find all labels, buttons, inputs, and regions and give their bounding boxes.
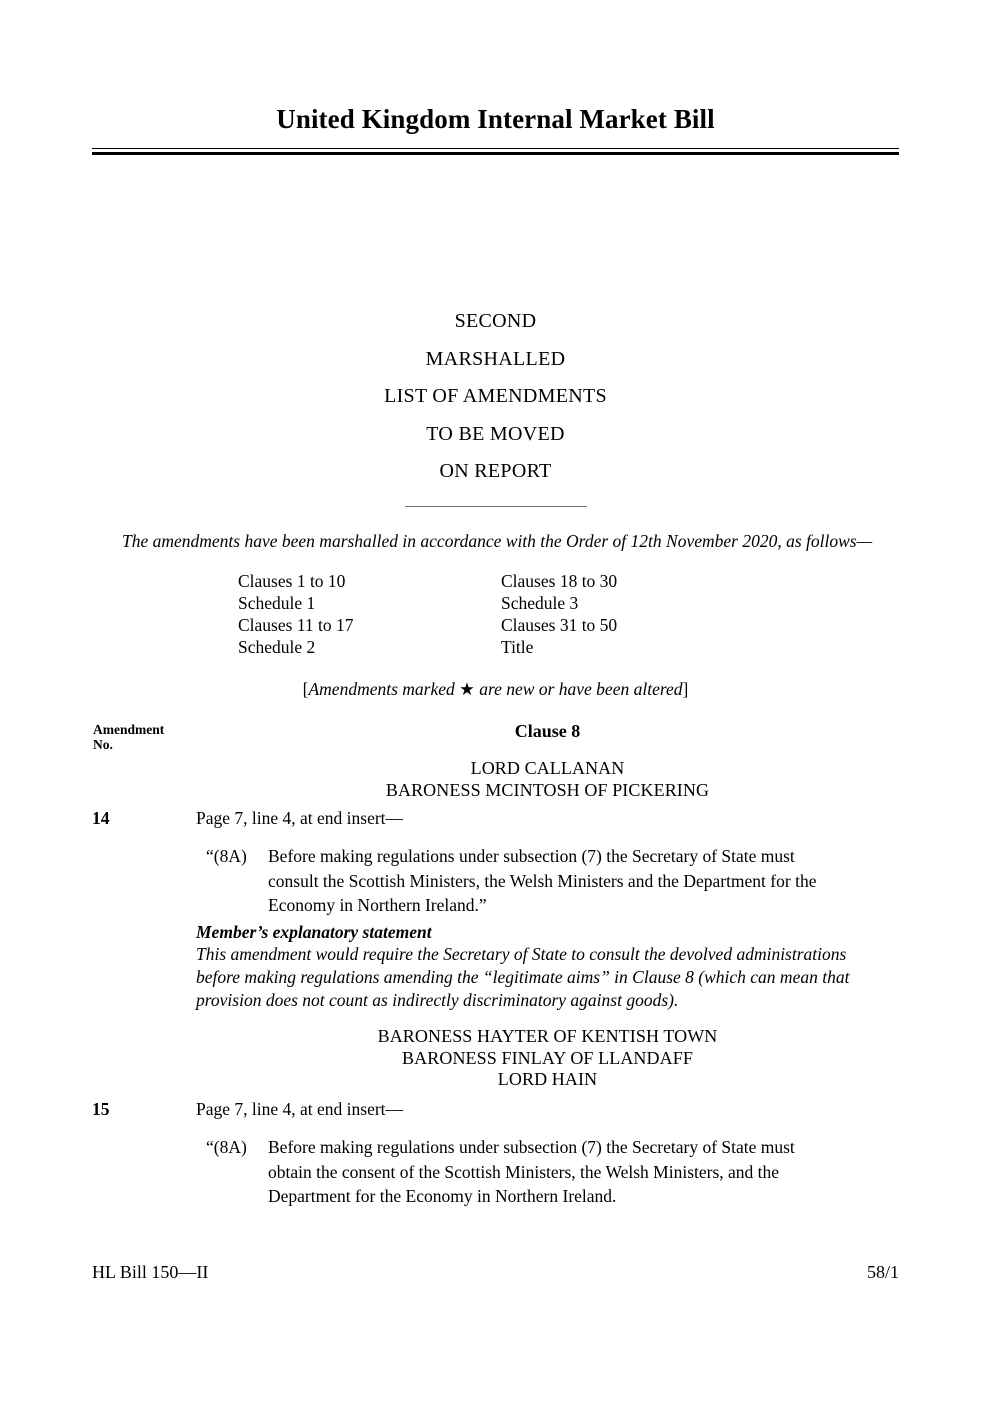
clause-list-item: Clauses 11 to 17 [238,615,354,635]
clause-list-item: Clauses 18 to 30 [501,571,618,591]
amendment-quoted-text [206,1135,899,1209]
star-note-close-bracket: ] [682,679,689,699]
amendment-no-label-line1: Amendment [93,722,165,737]
clause-list-right-column [501,570,764,658]
quote-subsection-label: “(8A) [206,1137,247,1157]
sponsor-list-2 [196,1026,899,1091]
amendment-entry-14 [92,806,899,918]
explanatory-line: provision does not count as indirectly discriminatory against goods). [196,990,679,1010]
amendment-lead-in: Page 7, line 4, at end insert— [196,808,404,828]
star-icon: ★ [459,679,475,699]
clause-list-item: Schedule 1 [238,593,316,613]
quote-line: Before making regulations under subsection (7) the Secretary of State must [268,846,795,866]
marshalling-note: The amendments have been marshalled in accordance with the Order of 12th November 2020, as follows— [122,531,873,551]
clause-heading: Clause 8 [514,721,581,741]
amendment-lead-in: Page 7, line 4, at end insert— [196,1099,404,1119]
heading-line-4: TO BE MOVED [426,422,565,445]
explanatory-statement [196,921,899,1012]
explanatory-line: before making regulations amending the “legitimate aims” in Clause 8 (which can mean that [196,967,850,987]
clause-list-left-column [238,570,501,658]
amendment-quoted-text [206,844,899,918]
quote-line: obtain the consent of the Scottish Ministers, the Welsh Ministers, and the [268,1161,780,1182]
star-note-text-before: Amendments marked [308,679,460,699]
heading-line-1: SECOND [454,310,537,332]
heading-line-2: MARSHALLED [425,347,566,370]
amendment-lead-row [92,1097,899,1121]
star-note-text-after: are new or have been altered [474,679,683,699]
sponsor-name: BARONESS MCINTOSH OF PICKERING [385,779,710,800]
quote-line: consult the Scottish Ministers, the Welsh Ministers and the Department for the [268,870,817,891]
page-footer [92,1261,899,1283]
clause-list-item: Clauses 1 to 10 [238,571,346,591]
title-double-rule [92,148,899,155]
clause-list [238,570,778,658]
star-note-open-bracket: [ [302,679,309,699]
heading-line-3: LIST OF AMENDMENTS [384,385,607,407]
footer-page-number: 58/1 [866,1262,899,1282]
explanatory-line: This amendment would require the Secretary of State to consult the devolved administrations [196,944,847,964]
amendment-entry-15 [92,1097,899,1209]
page-title: United Kingdom Internal Market Bill [276,104,715,134]
amendment-lead-row [92,806,899,830]
clause-list-item: Clauses 31 to 50 [501,615,618,635]
section-divider-rule [405,506,587,507]
amendment-number: 14 [92,808,110,828]
heading-stack [92,303,899,491]
sponsor-name: BARONESS FINLAY OF LLANDAFF [402,1047,693,1068]
sponsor-name: BARONESS HAYTER OF KENTISH TOWN [377,1026,718,1046]
title-rule-thick [92,152,899,155]
amendment-number: 15 [92,1099,110,1119]
starred-amendments-note [92,678,899,700]
heading-line-5: ON REPORT [439,460,552,482]
clause-list-item: Schedule 2 [238,637,316,657]
masthead [92,104,899,155]
clause-list-item: Schedule 3 [501,593,579,613]
amendment-no-label-line2: No. [93,737,113,752]
sponsor-name: LORD HAIN [497,1069,598,1089]
quote-line: Department for the Economy in Northern Ireland. [268,1186,617,1206]
quote-line: Before making regulations under subsection (7) the Secretary of State must [268,1137,795,1157]
clause-list-item: Title [501,637,534,657]
footer-bill-reference: HL Bill 150—II [92,1262,209,1282]
explanatory-statement-title: Member’s explanatory statement [196,922,432,942]
explanatory-statement-body [196,943,899,1012]
amendment-no-column-label [93,722,203,752]
quote-subsection-label: “(8A) [206,846,247,866]
quote-body [268,1135,899,1209]
sponsor-name: LORD CALLANAN [470,758,625,778]
quote-body [268,844,899,918]
sponsor-list-1 [196,758,899,801]
quote-line: Economy in Northern Ireland.” [268,895,487,915]
